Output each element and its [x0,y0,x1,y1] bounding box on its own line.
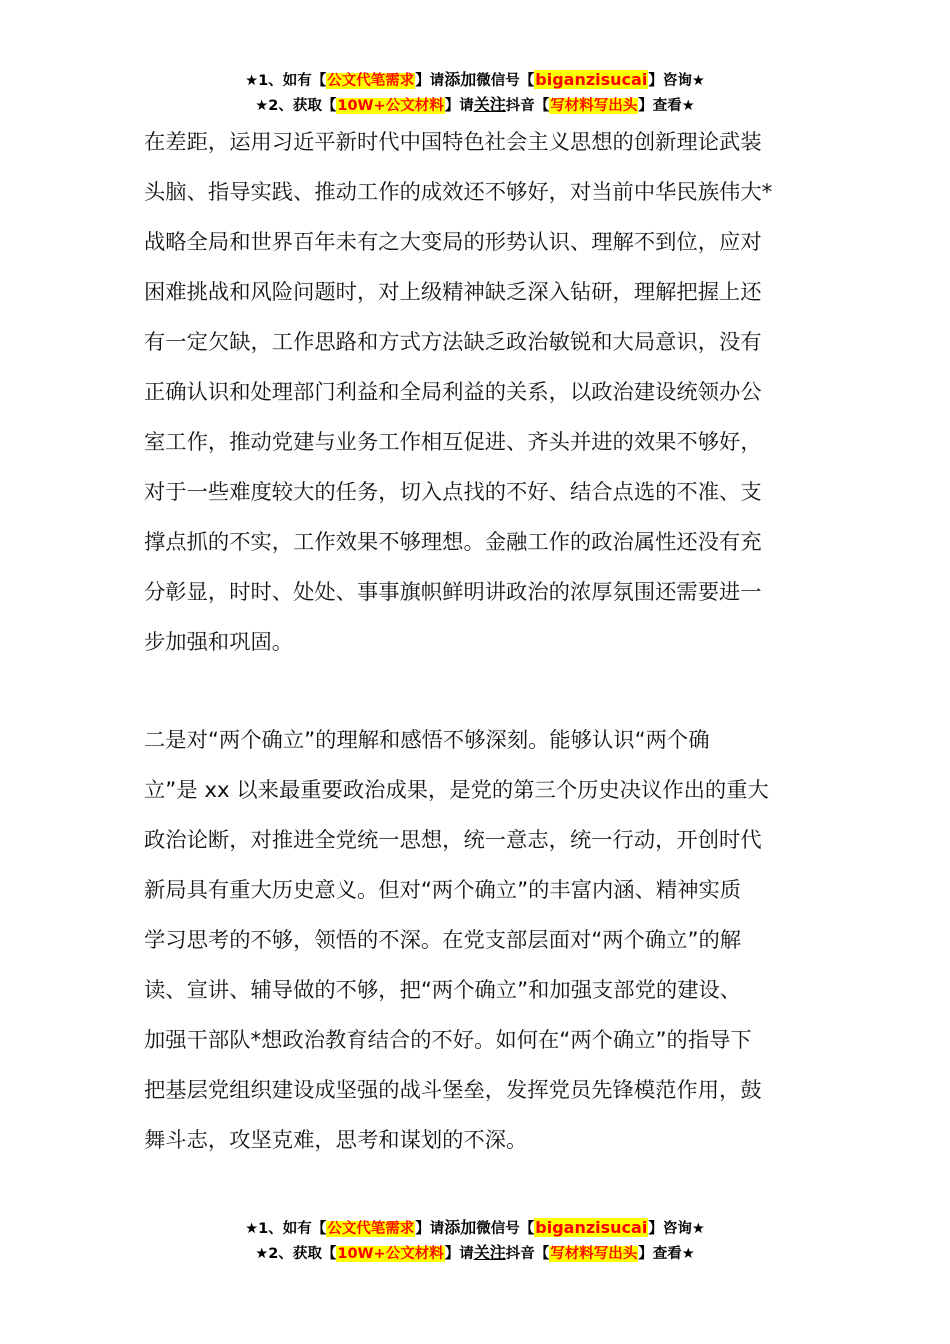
highlight-materials: 10W+公文材料 [337,1246,444,1262]
highlight-materials: 10W+公文材料 [337,98,444,114]
promo-text: 】查看★ [638,98,695,114]
promo-text: 】查看★ [638,1246,695,1262]
text-line: 立”是 xx 以来最重要政治成果，是党的第三个历史决议作出的重大 [144,778,769,803]
promo-text: ★1、如有【 [245,1221,327,1237]
body-paragraph-2 [144,716,806,1166]
promo-text: 】请 [444,98,474,114]
highlight-wechat-id: biganzisucai [535,1218,648,1237]
text-line: 新局具有重大历史意义。但对“两个确立”的丰富内涵、精神实质 [144,878,742,903]
promo-text: ★2、获取【 [255,98,337,114]
text-line: 舞斗志，攻坚克难，思考和谋划的不深。 [144,1128,528,1153]
text-line: 室工作，推动党建与业务工作相互促进、齐头并进的效果不够好， [144,430,762,455]
promo-emphasis: 添加 [444,70,477,89]
promo-banner-top [0,68,950,118]
promo-text: 微信号【 [476,1221,535,1237]
text-line: 正确认识和处理部门利益和全局利益的关系，以政治建设统领办公 [144,380,762,405]
promo-text: 抖音【 [505,1246,550,1262]
text-line: 有一定欠缺，工作思路和方式方法缺乏政治敏锐和大局意识，没有 [144,330,762,355]
text-line: 撑点抓的不实，工作效果不够理想。金融工作的政治属性还没有充 [144,530,762,555]
text-line: 读、宣讲、辅导做的不够，把“两个确立”和加强支部党的建设、 [144,978,742,1003]
promo-text: ★1、如有【 [245,73,327,89]
promo-text: ★2、获取【 [255,1246,337,1262]
highlight-wechat-id: biganzisucai [535,70,648,89]
text-line: 政治论断，对推进全党统一思想，统一意志，统一行动，开创时代 [144,828,762,853]
promo-emphasis: 关注 [473,95,506,114]
promo-text: 微信号【 [476,73,535,89]
text-line: 加强干部队*想政治教育结合的不好。如何在“两个确立”的指导下 [144,1028,752,1053]
promo-text: 】咨询★ [648,1221,705,1237]
text-line: 学习思考的不够，领悟的不深。在党支部层面对“两个确立”的解 [144,928,742,953]
text-line: 对于一些难度较大的任务，切入点找的不好、结合点选的不准、支 [144,480,762,505]
text-line: 头脑、指导实践、推动工作的成效还不够好，对当前中华民族伟大* [144,180,773,205]
promo-line-2 [0,93,950,118]
highlight-service: 公文代笔需求 [327,73,415,89]
promo-text: 】咨询★ [648,73,705,89]
promo-line-1 [0,1216,950,1241]
text-line: 分彰显，时时、处处、事事旗帜鲜明讲政治的浓厚氛围还需要进一 [144,580,762,605]
promo-text: 】请 [415,1221,445,1237]
promo-line-1 [0,68,950,93]
text-line: 战略全局和世界百年未有之大变局的形势认识、理解不到位，应对 [144,230,762,255]
body-paragraph-1 [144,118,806,668]
text-line: 把基层党组织建设成坚强的战斗堡垒，发挥党员先锋模范作用，鼓 [144,1078,762,1103]
highlight-douyin-account: 写材料写出头 [550,1246,638,1262]
promo-text: 】请 [415,73,445,89]
highlight-service: 公文代笔需求 [327,1221,415,1237]
text-line: 困难挑战和风险问题时，对上级精神缺乏深入钻研，理解把握上还 [144,280,762,305]
promo-emphasis: 添加 [444,1218,477,1237]
promo-line-2 [0,1241,950,1266]
text-line: 二是对“两个确立”的理解和感悟不够深刻。能够认识“两个确 [144,728,710,753]
highlight-douyin-account: 写材料写出头 [550,98,638,114]
text-line: 步加强和巩固。 [144,630,294,655]
promo-text: 】请 [444,1246,474,1262]
promo-banner-bottom [0,1216,950,1266]
promo-text: 抖音【 [505,98,550,114]
text-line: 在差距，运用习近平新时代中国特色社会主义思想的创新理论武装 [144,130,762,155]
promo-emphasis: 关注 [473,1243,506,1262]
